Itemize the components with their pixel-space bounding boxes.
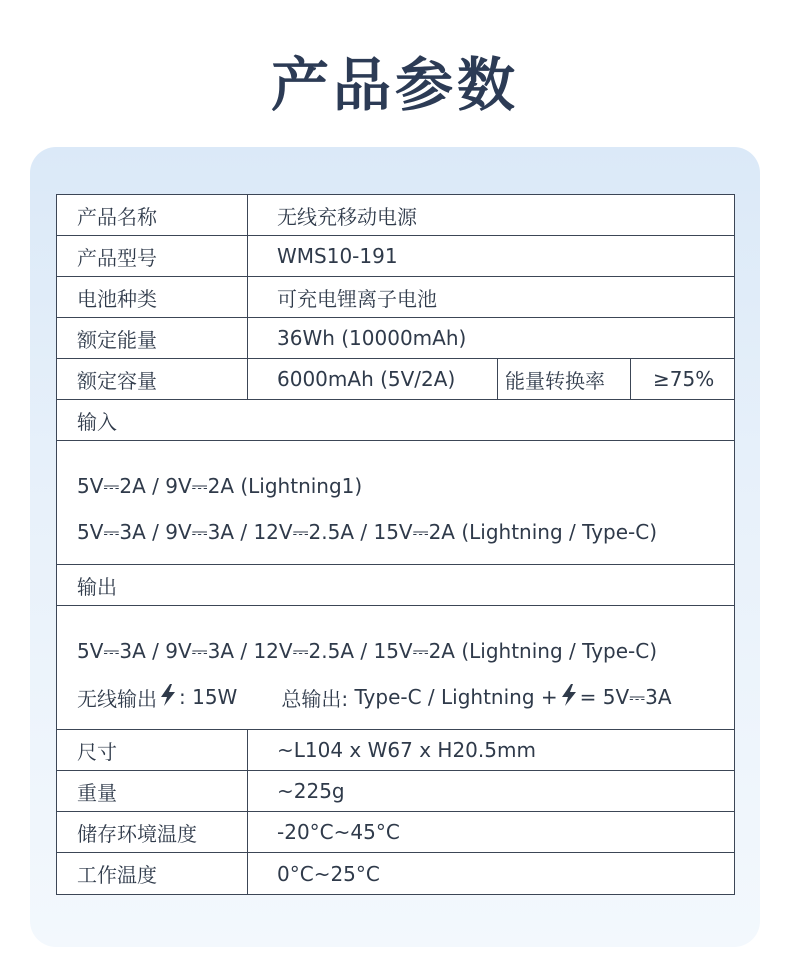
table-row xyxy=(57,730,734,771)
output-wireless-line xyxy=(77,674,734,720)
spec-table xyxy=(56,194,735,895)
table-row xyxy=(57,236,734,277)
row-label: 产品名称 xyxy=(57,195,248,235)
input-line: 5V⎓2A / 9V⎓2A (Lightning1) xyxy=(77,474,363,498)
table-row xyxy=(57,771,734,812)
total-output-label: 总输出: xyxy=(281,686,349,711)
wireless-output-label: 无线输出 xyxy=(77,686,157,711)
row-label: 额定能量 xyxy=(57,318,248,358)
table-row xyxy=(57,318,734,359)
total-output-suffix: = 5V⎓3A xyxy=(579,685,672,709)
table-row xyxy=(57,853,734,894)
input-details xyxy=(57,441,734,565)
lightning-icon xyxy=(159,684,177,711)
conversion-value: ≥75% xyxy=(653,367,715,391)
row-value: ~225g xyxy=(277,779,345,803)
row-value: ~L104 x W67 x H20.5mm xyxy=(277,738,536,762)
total-output-prefix: Type-C / Lightning + xyxy=(354,685,558,709)
conversion-label: 能量转换率 xyxy=(498,359,631,399)
row-label: 产品型号 xyxy=(57,236,248,276)
table-row xyxy=(57,812,734,853)
output-label: 输出 xyxy=(77,574,117,599)
input-line: 5V⎓3A / 9V⎓3A / 12V⎓2.5A / 15V⎓2A (Lightning / Type-C) xyxy=(77,520,658,544)
row-label: 重量 xyxy=(57,771,248,811)
lightning-icon xyxy=(560,684,578,711)
row-label: 电池种类 xyxy=(57,277,248,317)
input-header-row xyxy=(57,400,734,441)
capacity-value: 6000mAh (5V/2A) xyxy=(248,359,498,399)
capacity-label: 额定容量 xyxy=(57,359,248,399)
row-value: 36Wh (10000mAh) xyxy=(277,326,467,350)
table-row xyxy=(57,277,734,318)
row-value: 无线充移动电源 xyxy=(277,204,417,229)
input-label: 输入 xyxy=(77,409,117,434)
page-title: 产品参数 xyxy=(270,51,519,119)
table-row xyxy=(57,195,734,236)
row-label: 尺寸 xyxy=(57,730,248,770)
row-value: 可充电锂离子电池 xyxy=(277,286,437,311)
row-label: 工作温度 xyxy=(57,853,248,894)
row-value: -20°C~45°C xyxy=(277,820,400,844)
row-value: 0°C~25°C xyxy=(277,861,380,886)
capacity-row xyxy=(57,359,734,400)
row-label: 储存环境温度 xyxy=(57,812,248,852)
output-line: 5V⎓3A / 9V⎓3A / 12V⎓2.5A / 15V⎓2A (Lightning / Type-C) xyxy=(77,639,658,663)
output-header-row xyxy=(57,565,734,606)
row-value: WMS10-191 xyxy=(277,244,398,268)
output-details xyxy=(57,606,734,730)
wireless-output-value: : 15W xyxy=(179,685,238,709)
